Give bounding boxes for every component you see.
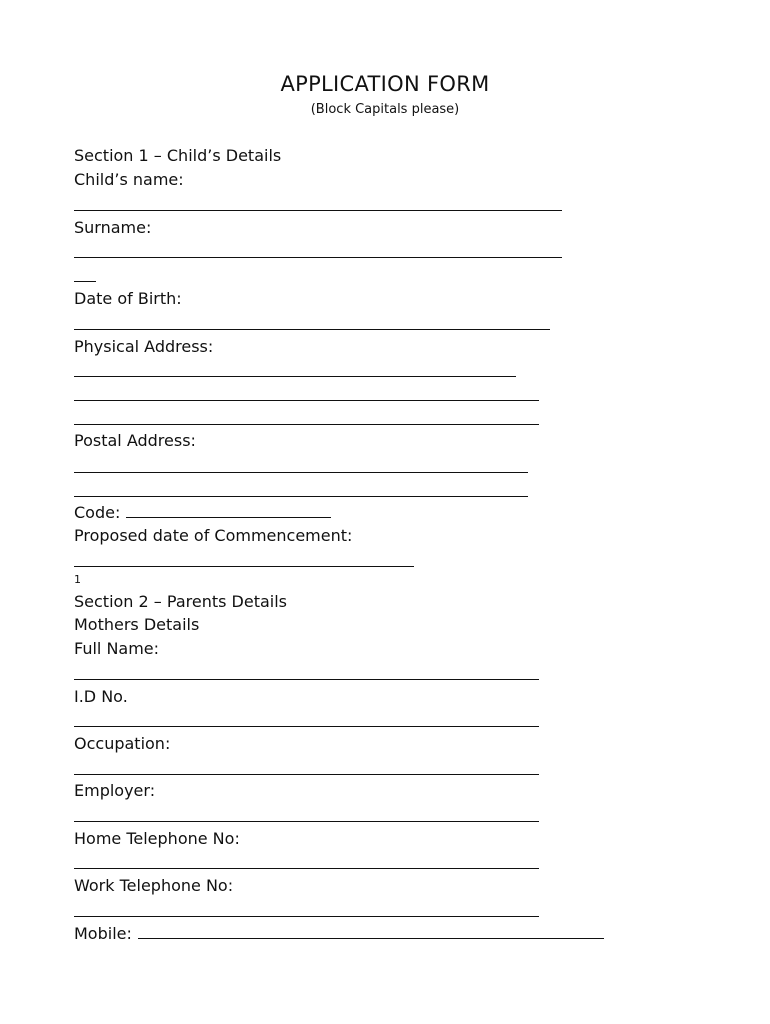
home-telephone-field[interactable]: [74, 868, 539, 869]
mobile-label: Mobile:: [74, 924, 132, 943]
form-title: APPLICATION FORM: [280, 72, 490, 96]
code-label: Code:: [74, 503, 121, 522]
mobile-row: [74, 924, 604, 944]
section-2-heading: Section 2 – Parents Details: [74, 592, 287, 611]
form-subtitle: (Block Capitals please): [310, 102, 460, 117]
full-name-field[interactable]: [74, 679, 539, 680]
surname-field[interactable]: [74, 257, 562, 258]
physical-address-field-2[interactable]: [74, 400, 539, 401]
physical-address-label: Physical Address:: [74, 337, 214, 356]
work-telephone-label: Work Telephone No:: [74, 876, 234, 895]
commencement-label: Proposed date of Commencement:: [74, 526, 353, 545]
physical-address-field-1[interactable]: [74, 376, 516, 377]
surname-label: Surname:: [74, 218, 152, 237]
code-field[interactable]: [126, 517, 331, 518]
code-row: [74, 503, 331, 523]
occupation-label: Occupation:: [74, 734, 171, 753]
surname-field-overflow: [74, 281, 96, 282]
work-telephone-field[interactable]: [74, 916, 539, 917]
physical-address-field-3[interactable]: [74, 424, 539, 425]
id-number-field[interactable]: [74, 726, 539, 727]
childs-name-field[interactable]: [74, 210, 562, 211]
mobile-field[interactable]: [138, 938, 604, 939]
postal-address-field-1[interactable]: [74, 472, 528, 473]
employer-label: Employer:: [74, 781, 156, 800]
mothers-details-heading: Mothers Details: [74, 615, 200, 634]
postal-address-field-2[interactable]: [74, 496, 528, 497]
occupation-field[interactable]: [74, 774, 539, 775]
id-number-label: I.D No.: [74, 687, 128, 706]
dob-label: Date of Birth:: [74, 289, 182, 308]
page-marker: 1: [74, 573, 81, 586]
home-telephone-label: Home Telephone No:: [74, 829, 240, 848]
commencement-field[interactable]: [74, 566, 414, 567]
childs-name-label: Child’s name:: [74, 170, 184, 189]
postal-address-label: Postal Address:: [74, 431, 196, 450]
employer-field[interactable]: [74, 821, 539, 822]
dob-field[interactable]: [74, 329, 550, 330]
full-name-label: Full Name:: [74, 639, 160, 658]
section-1-heading: Section 1 – Child’s Details: [74, 146, 282, 165]
